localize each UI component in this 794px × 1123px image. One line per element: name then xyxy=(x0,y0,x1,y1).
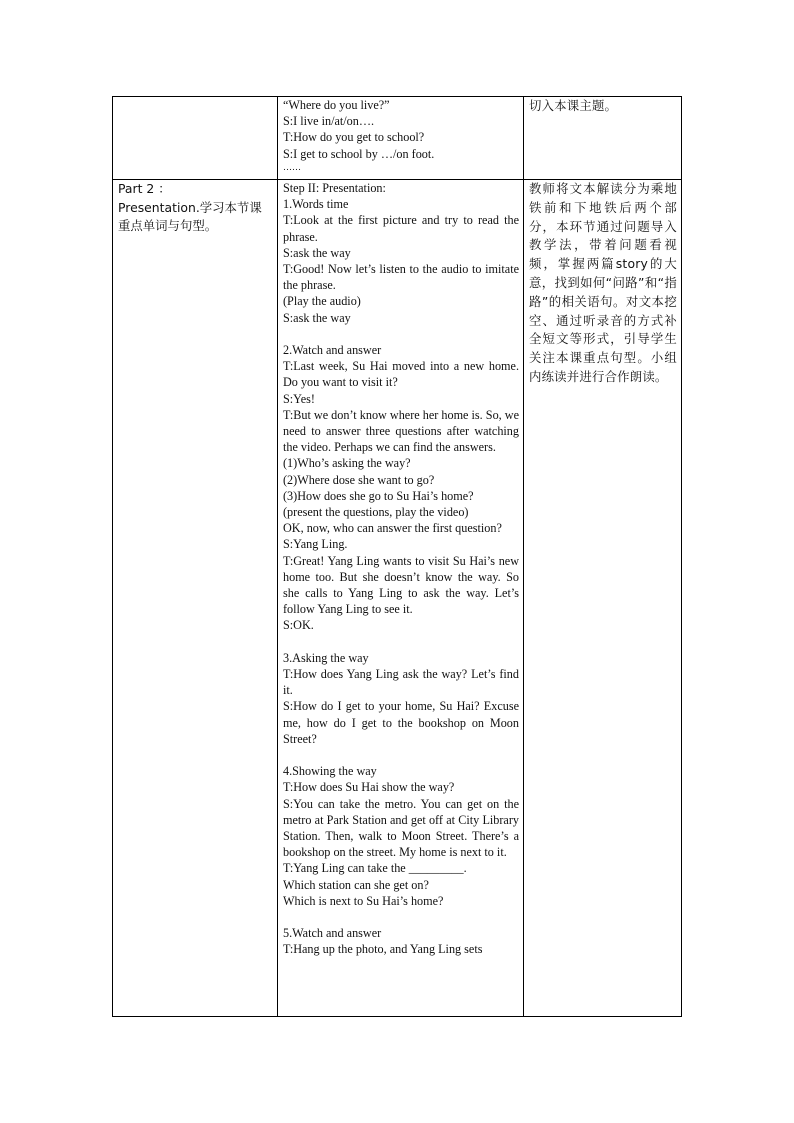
spacer xyxy=(283,747,519,763)
activity-line: T:How does Su Hai show the way? xyxy=(283,780,455,795)
activity-line: S:ask the way xyxy=(283,245,351,260)
activity-line: T:Look at the first picture and try to read the phrase. xyxy=(283,213,519,244)
row1-activity-cell xyxy=(278,97,524,180)
activity-line: S:ask the way xyxy=(283,310,351,325)
stage-label: Part 2 ： xyxy=(118,181,171,196)
activity-line: T:Good! Now let’s listen to the audio to imitate the phrase. xyxy=(283,262,519,293)
row2-activity-cell xyxy=(278,180,524,1017)
table-row xyxy=(113,97,682,180)
row1-stage-cell xyxy=(113,97,278,180)
spacer xyxy=(283,326,519,342)
activity-line: S:Yes! xyxy=(283,391,315,406)
activity-line: (1)Who’s asking the way? xyxy=(283,456,411,471)
activity-line: S:You can take the metro. You can get on the metro at Park Station and get off at City Library Station. Then, walk to Moon Street. There’s a bookshop on the street. My home is next to it. xyxy=(283,796,519,860)
activity-line: Which is next to Su Hai’s home? xyxy=(283,893,444,908)
activity-line: T:Great! Yang Ling wants to visit Su Hai’s new home too. But she doesn’t know the way. So she calls to Yang Ling to ask the way. Let’s follow Yang Ling to see it. xyxy=(283,553,519,617)
activity-line: 5.Watch and answer xyxy=(283,926,382,941)
activity-line: 3.Asking the way xyxy=(283,650,369,665)
activity-line: …… xyxy=(283,161,301,172)
activity-line: S:I get to school by …/on foot. xyxy=(283,146,435,161)
activity-line: (Play the audio) xyxy=(283,294,361,309)
purpose-text: 切入本课主题。 xyxy=(529,98,618,113)
activity-line: T:How do you get to school? xyxy=(283,130,425,145)
activity-line: (3)How does she go to Su Hai’s home? xyxy=(283,488,474,503)
activity-line: Which station can she get on? xyxy=(283,877,429,892)
activity-line: T:Last week, Su Hai moved into a new home. Do you want to visit it? xyxy=(283,359,519,390)
activity-line: 4.Showing the way xyxy=(283,764,377,779)
activity-line: T:How does Yang Ling ask the way? Let’s find it. xyxy=(283,667,519,698)
purpose-text: 教师将文本解读分为乘地铁前和下地铁后两个部分，本环节通过问题导入教学法，带着问题看视频，掌握两篇story的大意，找到如何“问路”和“指路”的相关语句。对文本挖空、通过听录音的方式补全短文等形式，引导学生关注本课重点句型。小组内练读并进行合作朗读。 xyxy=(529,181,677,384)
stage-description: Presentation.学习本节课重点单词与句型。 xyxy=(118,199,262,234)
spacer xyxy=(283,909,519,925)
activity-line: 1.Words time xyxy=(283,197,349,212)
activity-line: T:But we don’t know where her home is. So, we need to answer three questions after watching the video. Perhaps we can find the answers. xyxy=(283,407,519,455)
activity-line: S:OK. xyxy=(283,618,314,633)
activity-line: T:Hang up the photo, and Yang Ling sets xyxy=(283,942,483,957)
activity-line: “Where do you live?” xyxy=(283,98,390,112)
lesson-plan-table xyxy=(112,96,682,1017)
table-row xyxy=(113,180,682,1017)
row2-stage-cell xyxy=(113,180,278,1017)
row2-purpose-cell xyxy=(524,180,682,1017)
activity-line: Step II: Presentation: xyxy=(283,181,386,195)
spacer xyxy=(283,634,519,650)
activity-line: 2.Watch and answer xyxy=(283,343,382,358)
activity-line: S:Yang Ling. xyxy=(283,537,348,552)
activity-line: (2)Where dose she want to go? xyxy=(283,472,435,487)
activity-line: S:How do I get to your home, Su Hai? Excuse me, how do I get to the bookshop on Moon Street? xyxy=(283,699,519,746)
activity-line: OK, now, who can answer the first question? xyxy=(283,521,502,536)
activity-line: T:Yang Ling can take the _________. xyxy=(283,861,467,876)
row1-purpose-cell xyxy=(524,97,682,180)
activity-line: (present the questions, play the video) xyxy=(283,505,469,520)
activity-line: S:I live in/at/on…. xyxy=(283,114,375,129)
